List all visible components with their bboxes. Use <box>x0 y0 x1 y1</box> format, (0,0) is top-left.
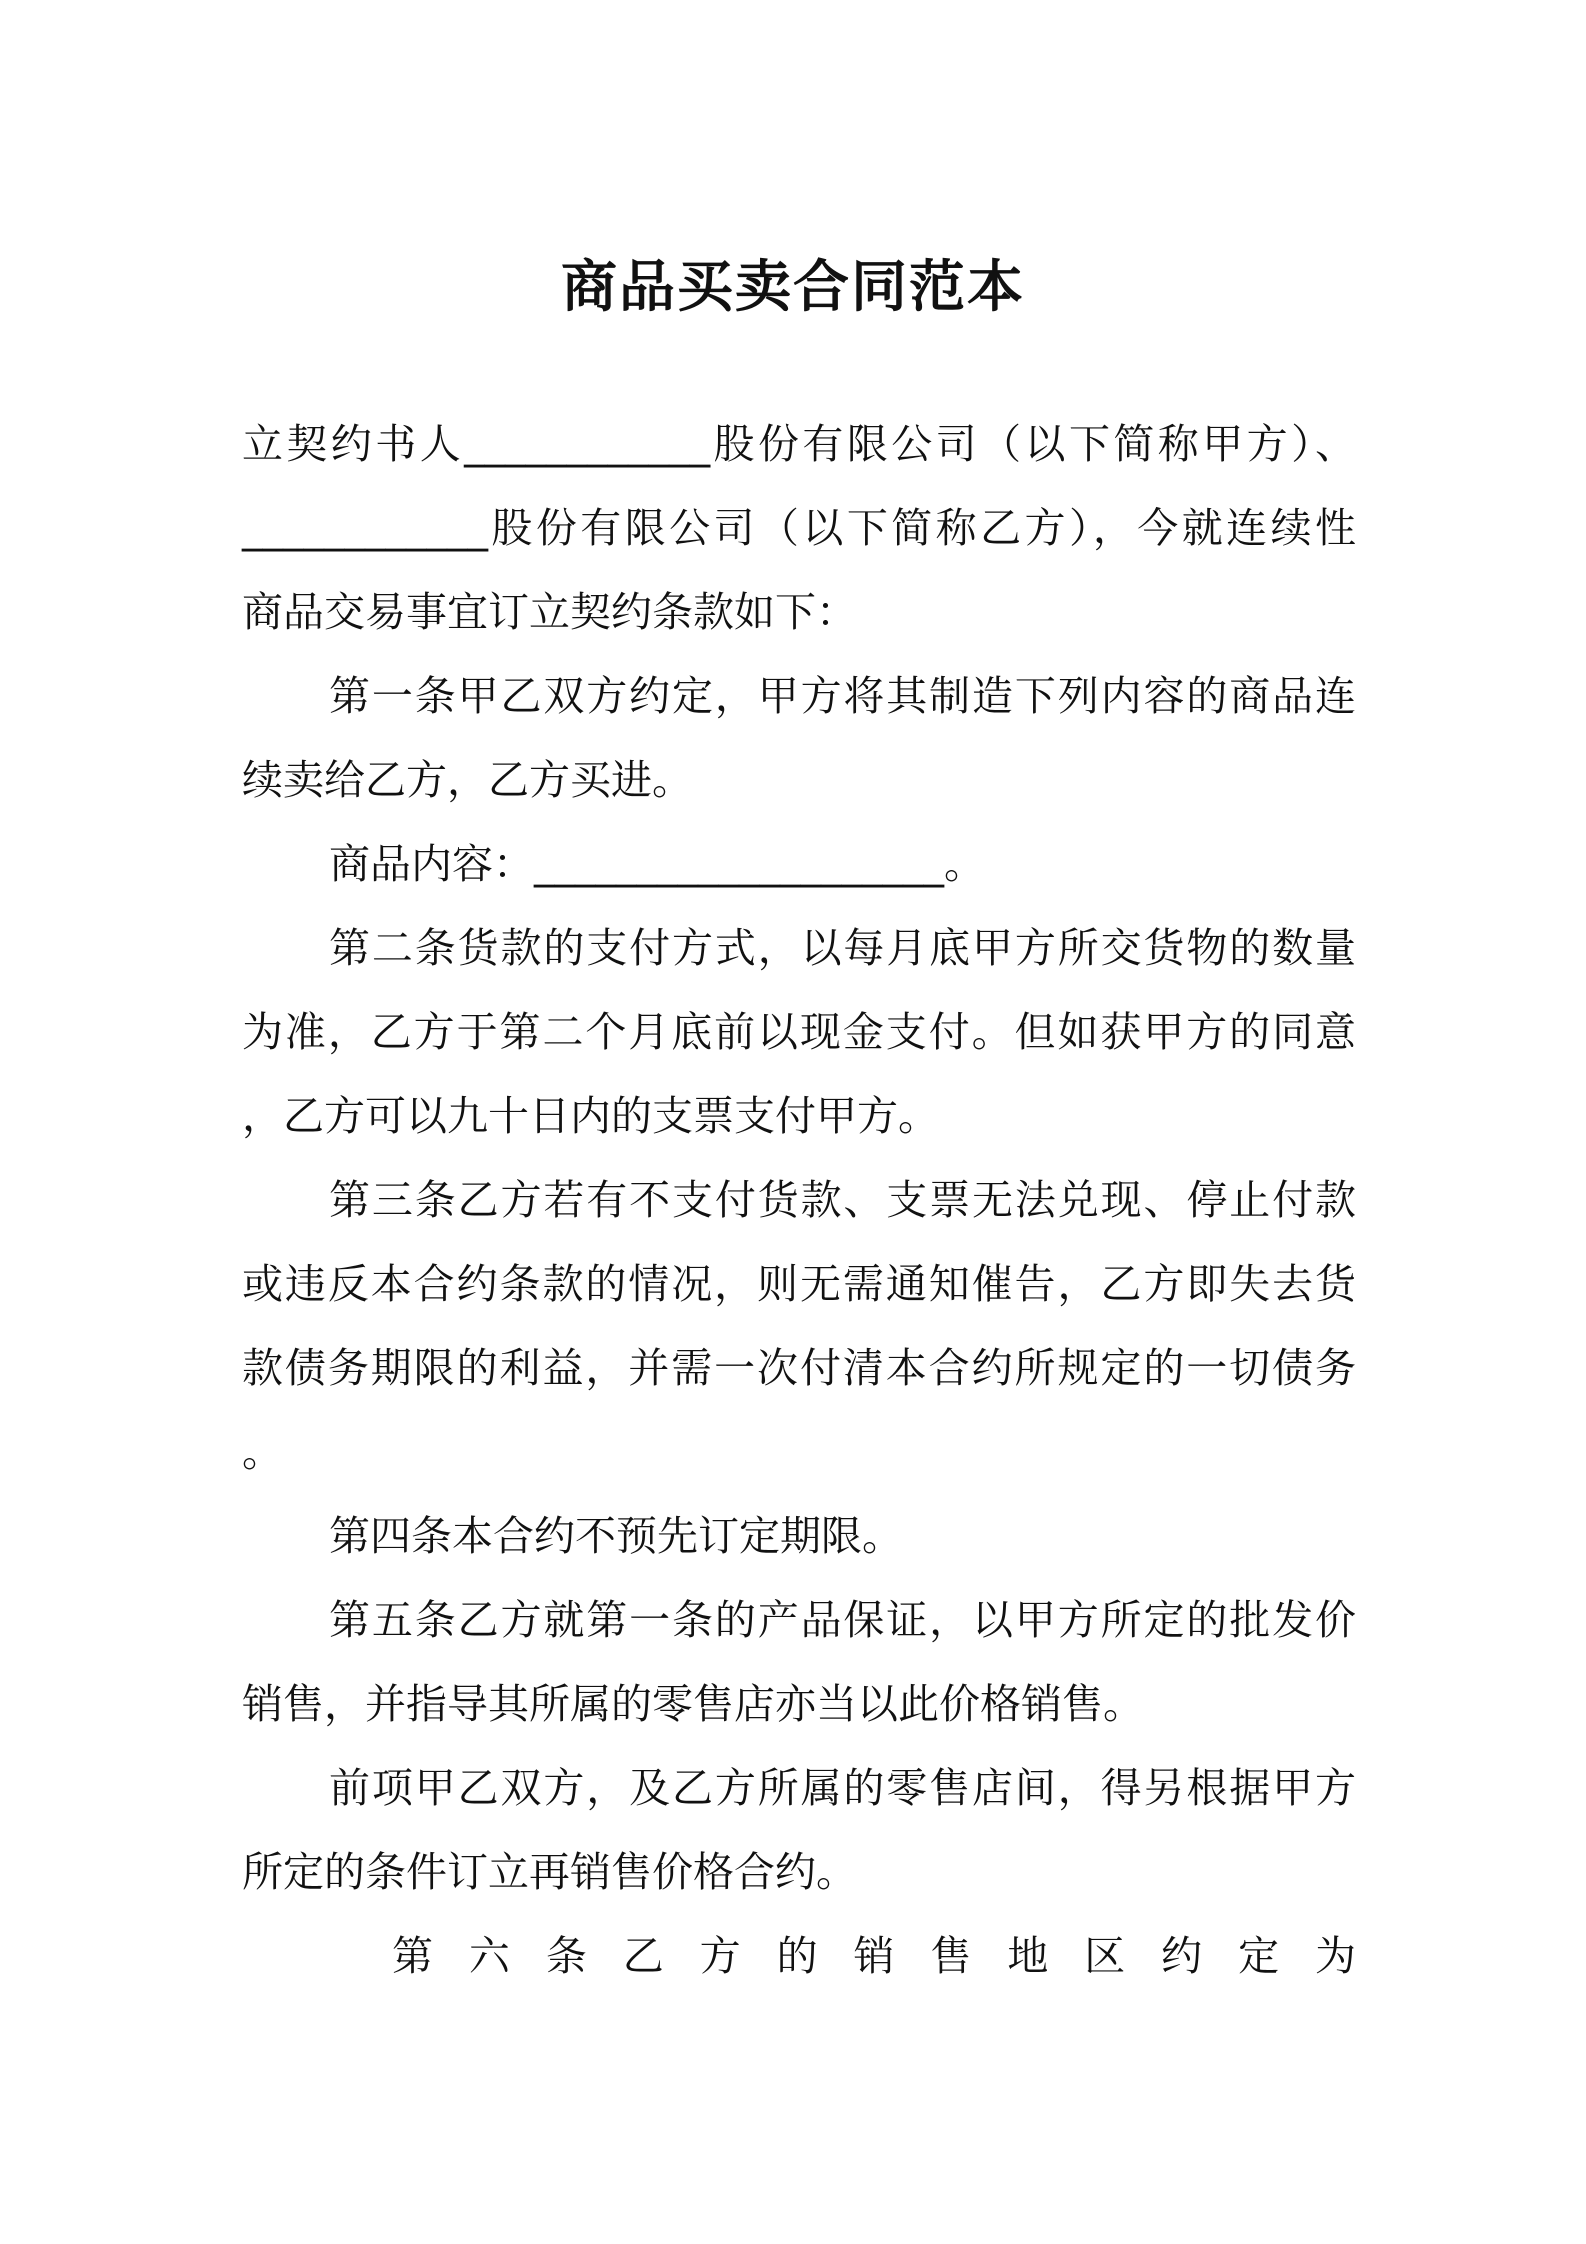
contract-line: 款债务期限的利益，并需一次付清本合约所规定的一切债务 <box>242 1344 1356 1392</box>
document-title: 商品买卖合同范本 <box>561 255 1025 320</box>
contract-line: 第二条货款的支付方式，以每月底甲方所交货物的数量 <box>329 924 1356 972</box>
contract-line: 第三条乙方若有不支付货款、支票无法兑现、停止付款 <box>329 1176 1356 1224</box>
contract-line: 。 <box>242 1428 283 1476</box>
contract-line: 续卖给乙方，乙方买进。 <box>242 756 693 804</box>
contract-line: ____________股份有限公司（以下简称乙方），今就连续性 <box>242 504 1356 552</box>
contract-line: 前项甲乙双方，及乙方所属的零售店间，得另根据甲方 <box>329 1764 1356 1812</box>
contract-line: 立契约书人____________股份有限公司（以下简称甲方）、 <box>242 420 1356 468</box>
contract-line: 商品交易事宜订立契约条款如下： <box>242 588 857 636</box>
contract-line: 或违反本合约条款的情况，则无需通知催告，乙方即失去货 <box>242 1260 1356 1308</box>
contract-line: 第一条甲乙双方约定，甲方将其制造下列内容的商品连 <box>329 672 1356 720</box>
contract-line: 第四条本合约不预先订定期限。 <box>329 1512 903 1560</box>
contract-line: 第六条乙方的销售地区约定为 <box>392 1932 1356 1980</box>
contract-line: ，乙方可以九十日内的支票支付甲方。 <box>242 1092 939 1140</box>
contract-line: 销售，并指导其所属的零售店亦当以此价格销售。 <box>242 1680 1144 1728</box>
contract-line: 为准，乙方于第二个月底前以现金支付。但如获甲方的同意 <box>242 1008 1356 1056</box>
contract-line: 商品内容：____________________。 <box>329 840 985 888</box>
contract-line: 第五条乙方就第一条的产品保证，以甲方所定的批发价 <box>329 1596 1356 1644</box>
contract-line: 所定的条件订立再销售价格合约。 <box>242 1848 857 1896</box>
